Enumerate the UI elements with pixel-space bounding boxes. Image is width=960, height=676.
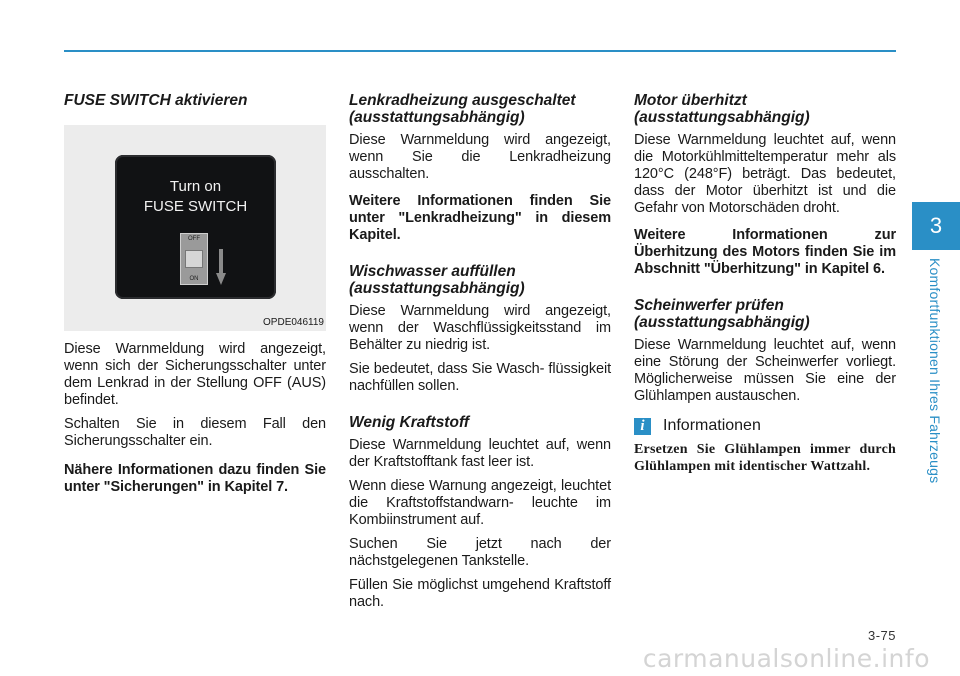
column-2 [349,92,611,618]
paragraph-reference: Weitere Informationen finden Sie unter "Lenkradheizung" in diesem Kapitel. [349,193,611,243]
cluster-display [115,155,276,299]
paragraph: Diese Warnmeldung wird angezeigt, wenn der Waschflüssigkeitsstand im Behälter zu niedrig ist. [349,303,611,353]
top-rule [64,50,896,52]
column-3 [634,92,896,475]
fuse-switch-icon [180,233,208,285]
page-number: 3-75 [867,628,896,643]
heading-wenig-kraftstoff: Wenig Kraftstoff [349,414,469,431]
arrow-down-icon [216,249,226,285]
paragraph-reference: Nähere Informationen dazu finden Sie unter "Sicherungen" in Kapitel 7. [64,462,326,495]
switch-off-label: OFF [188,236,200,242]
paragraph: Diese Warnmeldung leuchtet auf, wenn die Motorkühlmitteltemperatur mehr als 120°C (248°F) beträgt. Das bedeutet, dass der Motor überhitzt ist und die Gefahr von Motorschäden droht. [634,132,896,216]
paragraph: Schalten Sie in diesem Fall den Sicherungsschalter ein. [64,416,326,449]
paragraph: Diese Warnmeldung leuchtet auf, wenn der Kraftstofftank fast leer ist. [349,437,611,470]
figure-code: OPDE046119 [263,317,324,328]
heading-fuse-switch: FUSE SWITCH aktivieren [64,92,248,109]
chapter-tab: 3 [912,202,960,250]
chapter-title: Komfortfunktionen Ihres Fahrzeugs [927,258,943,484]
heading-lenkradheizung: Lenkradheizung ausgeschaltet (ausstattungsabhängig) [349,92,576,126]
heading-wischwasser: Wischwasser auffüllen (ausstattungsabhängig) [349,263,525,297]
display-line-1: Turn on [169,178,222,195]
paragraph: Sie bedeutet, dass Sie Wasch- flüssigkeit nachfüllen sollen. [349,361,611,394]
display-message [115,177,276,217]
info-title: Informationen [663,417,761,434]
paragraph: Diese Warnmeldung wird angezeigt, wenn sich der Sicherungsschalter unter dem Lenkrad in der Stellung OFF (AUS) befindet. [64,341,326,408]
fuse-switch-figure [64,125,326,331]
info-text: Ersetzen Sie Glühlampen immer durch Glühlampen mit identischer Wattzahl. [634,442,896,474]
info-box-header [634,417,896,435]
heading-scheinwerfer: Scheinwerfer prüfen (ausstattungsabhängig) [634,297,810,331]
paragraph: Füllen Sie möglichst umgehend Kraftstoff nach. [349,577,611,610]
paragraph: Diese Warnmeldung wird angezeigt, wenn Sie die Lenkradheizung ausschalten. [349,132,611,182]
heading-motor-ueberhitzt: Motor überhitzt (ausstattungsabhängig) [634,92,810,126]
paragraph: Diese Warnmeldung leuchtet auf, wenn eine Störung der Scheinwerfer vorliegt. Möglicherweise müssen Sie eine der Glühlampen austauschen. [634,337,896,404]
watermark: carmanualsonline.info [642,644,930,673]
switch-lever [185,250,203,268]
paragraph: Suchen Sie jetzt nach der nächstgelegenen Tankstelle. [349,536,611,569]
paragraph: Wenn diese Warnung angezeigt, leuchtet die Kraftstoffstandwarn- leuchte im Kombiinstrument auf. [349,478,611,528]
display-line-2: FUSE SWITCH [143,198,248,215]
paragraph-reference: Weitere Informationen zur Überhitzung des Motors finden Sie im Abschnitt "Überhitzung" in Kapitel 6. [634,227,896,277]
info-icon: i [634,418,651,435]
switch-on-label: ON [189,276,199,282]
column-1 [64,92,326,503]
